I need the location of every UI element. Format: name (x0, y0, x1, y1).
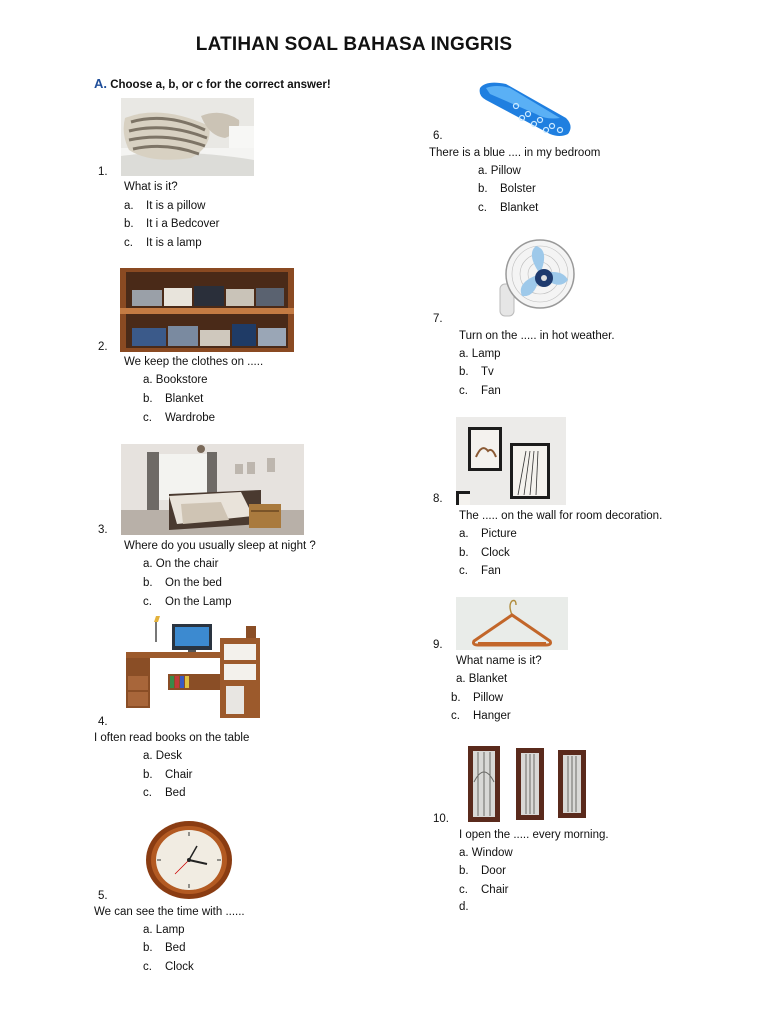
instruction-text: Choose a, b, or c for the correct answer! (110, 79, 331, 91)
option-b[interactable]: b. Bolster (478, 183, 536, 195)
section-label: A. (94, 76, 107, 91)
option-b[interactable]: b. Chair (143, 769, 193, 781)
option-a[interactable]: a. Blanket (456, 673, 508, 685)
option-a[interactable]: a. It is a pillow (124, 200, 206, 212)
pillow-photo (121, 98, 254, 176)
option-a[interactable]: a. Picture (459, 528, 517, 540)
option-c[interactable]: c. On the Lamp (143, 596, 232, 608)
option-c[interactable]: c. Blanket (478, 202, 539, 214)
question-text: Where do you usually sleep at night ? (124, 540, 316, 552)
option-c[interactable]: c. Fan (459, 385, 501, 397)
option-b[interactable]: b. Blanket (143, 393, 204, 405)
question-number: 7. (433, 313, 443, 325)
fan-photo (496, 238, 580, 320)
option-a[interactable]: a. Lamp (143, 924, 185, 936)
question-number: 1. (98, 166, 108, 178)
option-b[interactable]: b. Clock (459, 547, 510, 559)
window-photo (460, 742, 600, 824)
instruction (94, 76, 331, 91)
desk-photo (122, 616, 262, 720)
question-text: I open the ..... every morning. (459, 829, 609, 841)
option-b[interactable]: b. On the bed (143, 577, 222, 589)
hanger-photo (456, 597, 568, 650)
bolster-photo (476, 78, 576, 140)
bedroom-photo (121, 444, 304, 535)
clock-photo (145, 820, 233, 900)
option-d[interactable]: d. (459, 901, 469, 913)
question-number: 3. (98, 524, 108, 536)
option-b[interactable]: b. It i a Bedcover (124, 218, 220, 230)
question-text: Turn on the ..... in hot weather. (459, 330, 615, 342)
question-text: What is it? (124, 181, 178, 193)
option-b[interactable]: b. Pillow (451, 692, 504, 704)
option-c[interactable]: c. Hanger (451, 710, 511, 722)
pictures-photo (456, 417, 566, 505)
question-number: 6. (433, 130, 443, 142)
option-b[interactable]: b. Door (459, 865, 506, 877)
question-text: I often read books on the table (94, 732, 250, 744)
option-b[interactable]: b. Tv (459, 366, 494, 378)
question-number: 5. (98, 890, 108, 902)
question-number: 10. (433, 813, 449, 825)
option-c[interactable]: c. It is a lamp (124, 237, 202, 249)
option-c[interactable]: c. Chair (459, 884, 509, 896)
question-text: We keep the clothes on ..... (124, 356, 264, 368)
wardrobe-photo (120, 268, 294, 352)
question-number: 4. (98, 716, 108, 728)
question-text: What name is it? (456, 655, 542, 667)
question-number: 8. (433, 493, 443, 505)
question-text: There is a blue .... in my bedroom (429, 147, 601, 159)
option-a[interactable]: a. On the chair (143, 558, 219, 570)
option-b[interactable]: b. Bed (143, 942, 186, 954)
question-number: 9. (433, 639, 443, 651)
option-a[interactable]: a. Desk (143, 750, 182, 762)
option-c[interactable]: c. Bed (143, 787, 186, 799)
option-a[interactable]: a. Bookstore (143, 374, 208, 386)
question-text: The ..... on the wall for room decoration. (459, 510, 663, 522)
option-a[interactable]: a. Pillow (478, 165, 521, 177)
page-title: LATIHAN SOAL BAHASA INGGRIS (195, 34, 513, 55)
option-a[interactable]: a. Window (459, 847, 513, 859)
option-c[interactable]: c. Clock (143, 961, 194, 973)
question-text: We can see the time with ...... (94, 906, 245, 918)
question-number: 2. (98, 341, 108, 353)
option-c[interactable]: c. Wardrobe (143, 412, 216, 424)
option-c[interactable]: c. Fan (459, 565, 501, 577)
option-a[interactable]: a. Lamp (459, 348, 501, 360)
